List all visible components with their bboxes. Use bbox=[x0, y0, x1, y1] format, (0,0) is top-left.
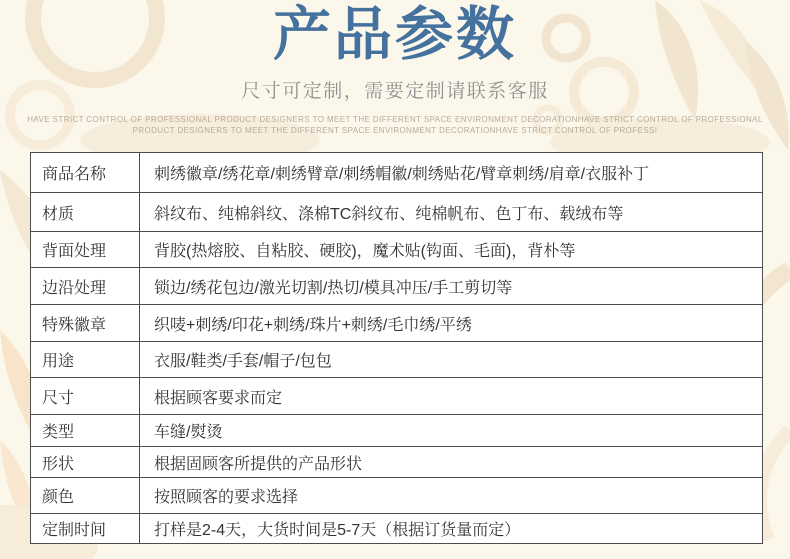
param-value: 根据固顾客所提供的产品形状 bbox=[140, 447, 763, 478]
param-value: 根据顾客要求而定 bbox=[140, 378, 763, 415]
param-label: 颜色 bbox=[31, 478, 140, 514]
table-row bbox=[31, 232, 763, 268]
param-value: 衣服/鞋类/手套/帽子/包包 bbox=[140, 342, 763, 378]
table-row bbox=[31, 514, 763, 544]
header bbox=[0, 0, 790, 136]
tagline-line-1: HAVE STRICT CONTROL OF PROFESSIONAL PRODUCT DESIGNERS TO MEET THE DIFFERENT SPACE ENVIRONMENT DECORATIONHAVE STRICT CONTROL OF PROFESSIONAL bbox=[27, 115, 763, 124]
table-row bbox=[31, 415, 763, 447]
param-value: 背胶(热熔胶、自粘胶、硬胶)，魔术贴(钩面、毛面)，背朴等 bbox=[140, 232, 763, 268]
param-value: 按照顾客的要求选择 bbox=[140, 478, 763, 514]
table-row bbox=[31, 193, 763, 232]
param-value: 打样是2-4天，大货时间是5-7天（根据订货量而定） bbox=[140, 514, 763, 544]
table-row bbox=[31, 478, 763, 514]
param-label: 材质 bbox=[31, 193, 140, 232]
page-subtitle: 尺寸可定制，需要定制请联系客服 bbox=[241, 81, 549, 102]
tagline-line-2: PRODUCT DESIGNERS TO MEET THE DIFFERENT SPACE ENVIRONMENT DECORATIONHAVE STRICT CONTROL OF PROFESSI bbox=[132, 126, 658, 135]
param-value: 车缝/熨烫 bbox=[140, 415, 763, 447]
product-parameters-table bbox=[30, 152, 763, 544]
param-label: 商品名称 bbox=[31, 153, 140, 193]
table-row bbox=[31, 342, 763, 378]
table-row bbox=[31, 378, 763, 415]
param-label: 定制时间 bbox=[31, 514, 140, 544]
param-value: 织唛+刺绣/印花+刺绣/珠片+刺绣/毛巾绣/平绣 bbox=[140, 305, 763, 342]
tagline-text bbox=[0, 114, 790, 136]
param-label: 类型 bbox=[31, 415, 140, 447]
param-label: 形状 bbox=[31, 447, 140, 478]
param-label: 尺寸 bbox=[31, 378, 140, 415]
param-value: 斜纹布、纯棉斜纹、涤棉TC斜纹布、纯棉帆布、色丁布、载绒布等 bbox=[140, 193, 763, 232]
param-label: 背面处理 bbox=[31, 232, 140, 268]
table-row bbox=[31, 153, 763, 193]
param-label: 特殊徽章 bbox=[31, 305, 140, 342]
param-value: 刺绣徽章/绣花章/刺绣臂章/刺绣帽徽/刺绣贴花/臂章刺绣/肩章/衣服补丁 bbox=[140, 153, 763, 193]
param-value: 锁边/绣花包边/激光切割/热切/模具冲压/手工剪切等 bbox=[140, 268, 763, 305]
table-row bbox=[31, 305, 763, 342]
param-table-body bbox=[31, 153, 763, 544]
table-row bbox=[31, 447, 763, 478]
param-label: 用途 bbox=[31, 342, 140, 378]
param-label: 边沿处理 bbox=[31, 268, 140, 305]
table-row bbox=[31, 268, 763, 305]
page-title: 产品参数 bbox=[272, 2, 517, 67]
